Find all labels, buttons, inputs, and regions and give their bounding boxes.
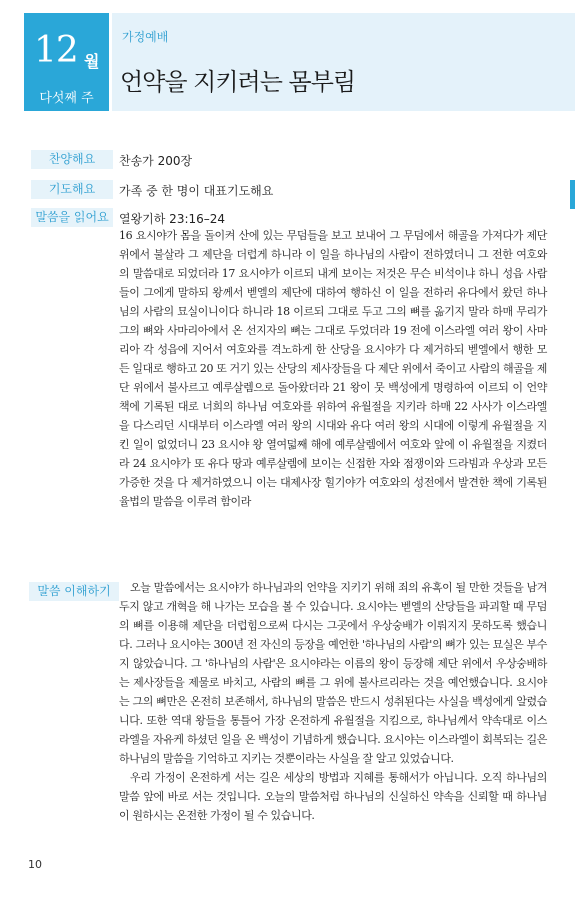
- scripture-text: 16 요시야가 몸을 돌이켜 산에 있는 무덤들을 보고 보내어 그 무덤에서 해골을 가져다가 제단 위에서 불살라 그 제단을 더럽게 하니라 이 일을 하나님의 사람이 전하였더니 그 전한 여호와의 말씀대로 되었더라 17 요시야가 이르되 내게 보이는 저것은 무슨 비석이냐 하니 성읍 사람들이 그에게 말하되 왕께서 벧엘의 제단에 대하여 행하신 이 일을 전하러 유다에서 왔던 하나님의 사람의 묘실이니이다 하니라 18 이르되 그대로 두고 그의 뼈를 옮기지 말라 하매 무리가 그의 뼈와 사마리아에서 온 선지자의 뼈는 그대로 두었더라 19 전에 이스라엘 여러 왕이 사마리아 각 성읍에 지어서 여호와를 격노하게 한 산당을 요시야가 다 제거하되 벧엘에서 행한 모든 일대로 행하고 20 또 거기 있는 산당의 제사장들을 다 제단 위에서 죽이고 사람의 해골을 제단 위에서 불사르고 예루살렘으로 돌아왔더라 21 왕이 뭇 백성에게 명령하여 이르되 이 언약책에 기록된 대로 너희의 하나님 여호와를 위하여 유월절을 지키라 하매 22 사사가 이스라엘을 다스리던 시대부터 이스라엘 여러 왕의 시대와 유다 여러 왕의 시대에 이렇게 유월절을 지킨 일이 없었더니 23 요시야 왕 열여덟째 해에 예루살렘에서 여호와 앞에 이 유월절을 지켰더라 24 요시야가 또 유다 땅과 예루살렘에 보이는 신접한 자와 점쟁이와 드라빔과 우상과 모든 가증한 것을 다 제거하였으니 이는 대제사장 힐기야가 여호와의 성전에서 발견한 책에 기록된 율법의 말씀을 이루려 함이라: [119, 229, 547, 508]
- week-label: 다섯째 주: [39, 91, 94, 106]
- edge-tab-marker: [570, 180, 575, 209]
- prayer-value: 가족 중 한 명이 대표기도해요: [119, 184, 274, 198]
- prayer-label: 기도해요: [31, 180, 113, 199]
- month-label: 월: [84, 52, 100, 71]
- praise-value: 찬송가 200장: [119, 154, 193, 168]
- week-badge: [24, 13, 109, 111]
- understanding-paragraph-1: 오늘 말씀에서는 요시야가 하나님과의 언약을 지키기 위해 죄의 유혹이 될 만한 것들을 남겨 두지 않고 개혁을 해 나가는 모습을 볼 수 있습니다. 요시야는 벧엘의 산당들을 파괴할 때 무덤의 뼈를 이용해 제단을 더럽힘으로써 다시는 그곳에서 우상숭배가 이뤄지지 못하도록 했습니다. 그러나 요시야는 300년 전 자신의 등장을 예언한 '하나님의 사람'의 뼈가 있는 묘실은 부수지 않았습니다. 그 '하나님의 사람'은 요시야라는 이름의 왕이 등장해 제단 위에서 우상숭배하는 제사장들을 제물로 바치고, 사람의 뼈를 그 위에 불사르리라는 것을 예언했습니다. 요시야는 그의 뼈만은 온전히 보존해서, 하나님의 말씀은 반드시 성취된다는 사실을 백성에게 알렸습니다. 또한 역대 왕들을 통틀어 가장 온전하게 유월절을 지킴으로, 하나님께서 약속대로 이스라엘을 자유케 하셨던 일을 온 백성이 기념하게 했습니다. 요시야는 이스라엘이 회복되는 길은 하나님의 말씀을 기억하고 지키는 것뿐이라는 사실을 잘 알고 있었습니다.: [119, 581, 547, 765]
- understanding-text: [119, 578, 547, 825]
- understanding-label: 말씀 이해하기: [29, 582, 119, 601]
- page-title: 언약을 지키려는 몸부림: [120, 68, 356, 96]
- reading-label: 말씀을 읽어요: [31, 208, 113, 227]
- understanding-paragraph-2: 우리 가정이 온전하게 서는 길은 세상의 방법과 지혜를 통해서가 아닙니다. 오직 하나님의 말씀 앞에 바로 서는 것입니다. 오늘의 말씀처럼 하나님의 신실하신 약속을 신뢰할 때 하나님이 원하시는 온전한 가정이 될 수 있습니다.: [119, 771, 547, 822]
- week-number: 12: [34, 30, 78, 71]
- category-label: 가정예배: [122, 30, 169, 44]
- page-number: 10: [28, 858, 42, 871]
- reading-reference: 열왕기하 23:16–24: [119, 212, 226, 226]
- praise-label: 찬양해요: [31, 150, 113, 169]
